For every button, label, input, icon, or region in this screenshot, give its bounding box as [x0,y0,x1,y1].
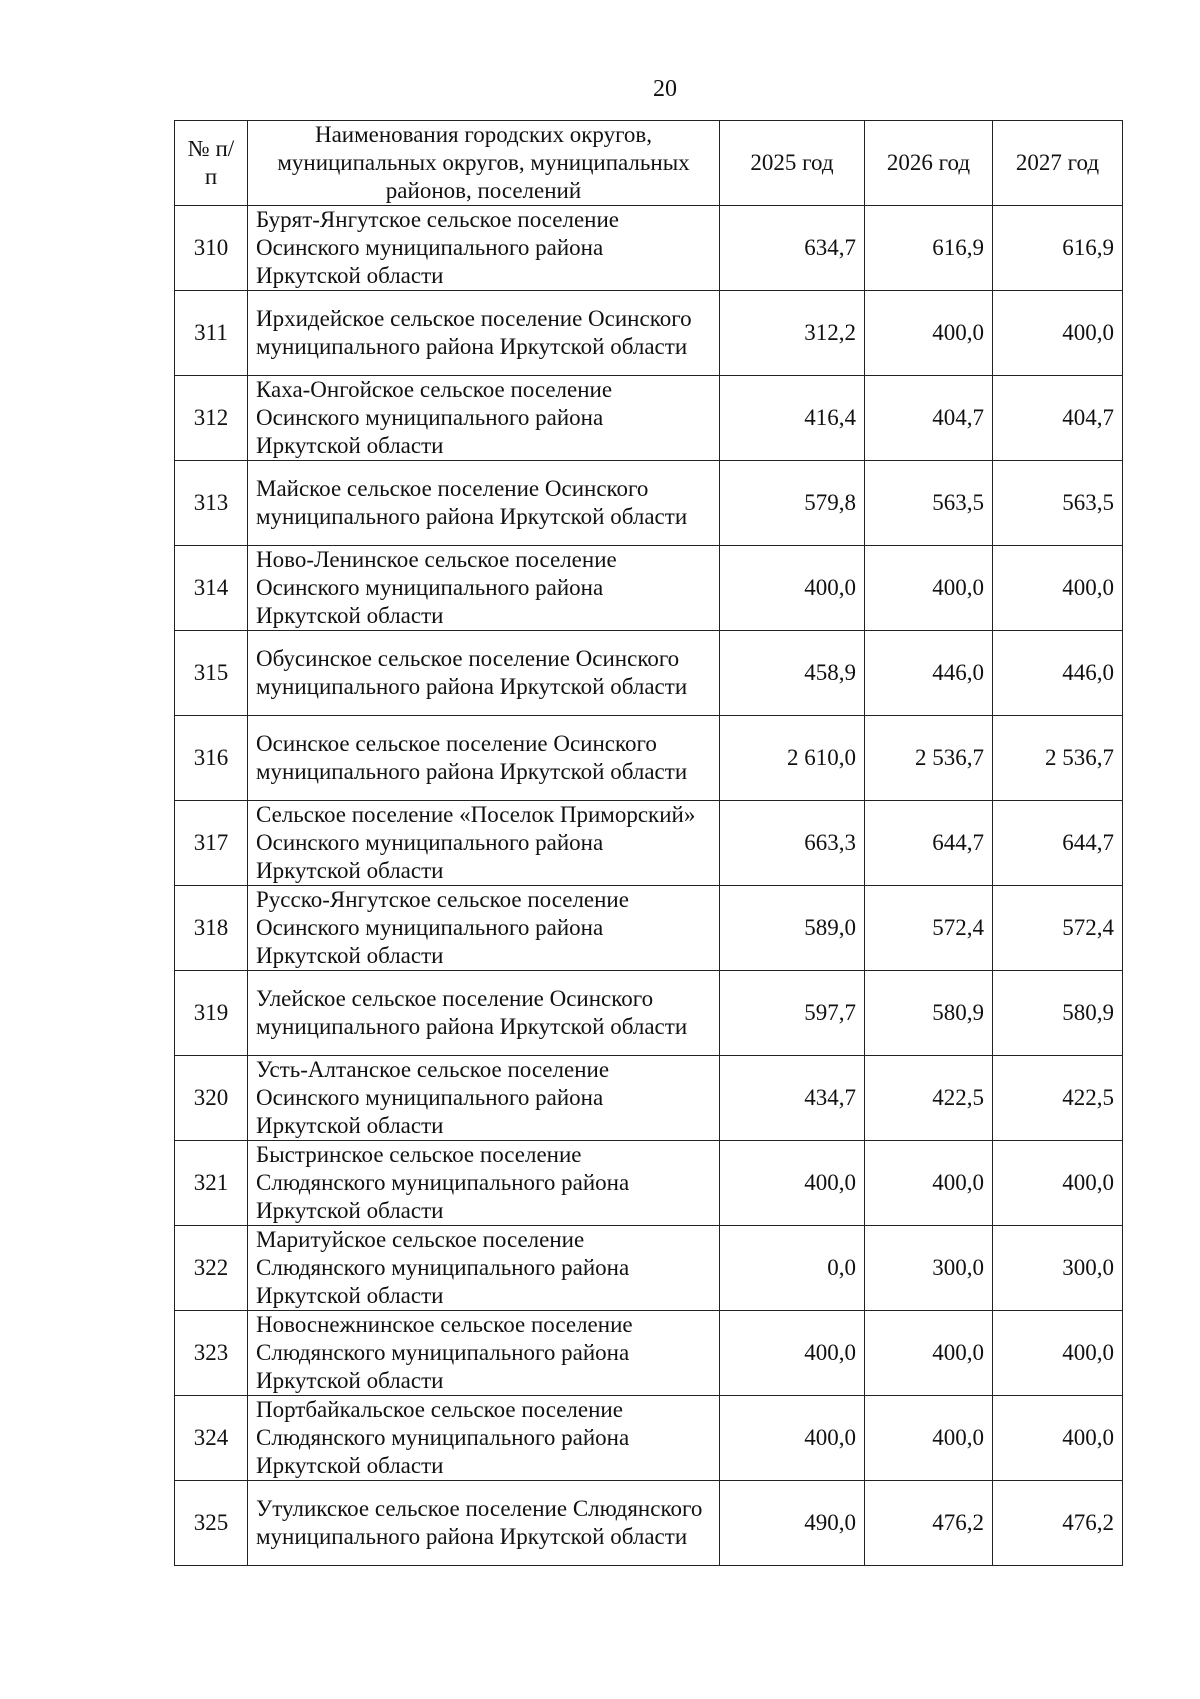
value-2026: 580,9 [865,971,993,1056]
table-row [175,1141,1123,1226]
settlement-name: Бурят-Янгутское сельское поселение Осинского муниципального района Иркутской области [248,206,720,291]
value-2027: 476,2 [993,1481,1123,1566]
settlement-name: Улейское сельское поселение Осинского муниципального района Иркутской области [248,971,720,1056]
value-2026: 400,0 [865,546,993,631]
value-2027: 572,4 [993,886,1123,971]
value-2025: 597,7 [720,971,865,1056]
table-row [175,801,1123,886]
value-2025: 589,0 [720,886,865,971]
value-2027: 300,0 [993,1226,1123,1311]
value-2027: 644,7 [993,801,1123,886]
header-2025: 2025 год [720,121,865,206]
settlement-name: Сельское поселение «Поселок Приморский» Осинского муниципального района Иркутской области [248,801,720,886]
row-number: 311 [175,291,248,376]
value-2026: 644,7 [865,801,993,886]
value-2026: 400,0 [865,291,993,376]
allocation-table [174,120,1123,1566]
settlement-name: Обусинское сельское поселение Осинского муниципального района Иркутской области [248,631,720,716]
row-number: 318 [175,886,248,971]
settlement-name: Ирхидейское сельское поселение Осинского муниципального района Иркутской области [248,291,720,376]
value-2026: 2 536,7 [865,716,993,801]
row-number: 321 [175,1141,248,1226]
row-number: 315 [175,631,248,716]
table-row [175,546,1123,631]
value-2025: 400,0 [720,1396,865,1481]
row-number: 317 [175,801,248,886]
value-2027: 580,9 [993,971,1123,1056]
table-row [175,886,1123,971]
value-2025: 579,8 [720,461,865,546]
row-number: 312 [175,376,248,461]
settlement-name: Новоснежнинское сельское поселение Слюдянского муниципального района Иркутской области [248,1311,720,1396]
table-row [175,971,1123,1056]
value-2026: 400,0 [865,1141,993,1226]
value-2025: 2 610,0 [720,716,865,801]
table-row [175,631,1123,716]
table-row [175,1396,1123,1481]
table-header-row [175,121,1123,206]
row-number: 324 [175,1396,248,1481]
settlement-name: Портбайкальское сельское поселение Слюдянского муниципального района Иркутской области [248,1396,720,1481]
table-body [175,206,1123,1566]
settlement-name: Усть-Алтанское сельское поселение Осинского муниципального района Иркутской области [248,1056,720,1141]
table-row [175,1311,1123,1396]
settlement-name: Осинское сельское поселение Осинского муниципального района Иркутской области [248,716,720,801]
value-2025: 434,7 [720,1056,865,1141]
header-2026: 2026 год [865,121,993,206]
table-row [175,716,1123,801]
row-number: 313 [175,461,248,546]
value-2027: 400,0 [993,1396,1123,1481]
settlement-name: Майское сельское поселение Осинского муниципального района Иркутской области [248,461,720,546]
value-2025: 663,3 [720,801,865,886]
row-number: 323 [175,1311,248,1396]
value-2025: 400,0 [720,546,865,631]
settlement-name: Русско-Янгутское сельское поселение Осинского муниципального района Иркутской области [248,886,720,971]
page-number: 20 [653,76,677,102]
header-name: Наименования городских округов, муниципальных округов, муниципальных районов, поселений [248,121,720,206]
table-row [175,461,1123,546]
header-number: № п/п [175,121,248,206]
table-row [175,1226,1123,1311]
value-2027: 400,0 [993,291,1123,376]
table-row [175,376,1123,461]
settlement-name: Ново-Ленинское сельское поселение Осинского муниципального района Иркутской области [248,546,720,631]
value-2027: 616,9 [993,206,1123,291]
settlement-name: Каха-Онгойское сельское поселение Осинского муниципального района Иркутской области [248,376,720,461]
value-2026: 300,0 [865,1226,993,1311]
settlement-name: Утуликское сельское поселение Слюдянского муниципального района Иркутской области [248,1481,720,1566]
value-2027: 446,0 [993,631,1123,716]
value-2027: 563,5 [993,461,1123,546]
value-2026: 400,0 [865,1311,993,1396]
table-row [175,1481,1123,1566]
value-2026: 616,9 [865,206,993,291]
value-2027: 2 536,7 [993,716,1123,801]
value-2026: 572,4 [865,886,993,971]
value-2025: 400,0 [720,1311,865,1396]
settlement-name: Маритуйское сельское поселение Слюдянского муниципального района Иркутской области [248,1226,720,1311]
row-number: 320 [175,1056,248,1141]
row-number: 319 [175,971,248,1056]
value-2025: 458,9 [720,631,865,716]
row-number: 325 [175,1481,248,1566]
table-row [175,206,1123,291]
header-2027: 2027 год [993,121,1123,206]
value-2027: 422,5 [993,1056,1123,1141]
value-2025: 416,4 [720,376,865,461]
settlement-name: Быстринское сельское поселение Слюдянского муниципального района Иркутской области [248,1141,720,1226]
value-2025: 312,2 [720,291,865,376]
value-2026: 446,0 [865,631,993,716]
value-2025: 634,7 [720,206,865,291]
value-2027: 400,0 [993,546,1123,631]
value-2027: 400,0 [993,1311,1123,1396]
value-2026: 476,2 [865,1481,993,1566]
value-2026: 422,5 [865,1056,993,1141]
value-2026: 563,5 [865,461,993,546]
row-number: 310 [175,206,248,291]
value-2026: 404,7 [865,376,993,461]
value-2025: 490,0 [720,1481,865,1566]
row-number: 314 [175,546,248,631]
table-row [175,291,1123,376]
row-number: 316 [175,716,248,801]
row-number: 322 [175,1226,248,1311]
value-2027: 400,0 [993,1141,1123,1226]
value-2026: 400,0 [865,1396,993,1481]
value-2025: 400,0 [720,1141,865,1226]
table-row [175,1056,1123,1141]
value-2027: 404,7 [993,376,1123,461]
value-2025: 0,0 [720,1226,865,1311]
